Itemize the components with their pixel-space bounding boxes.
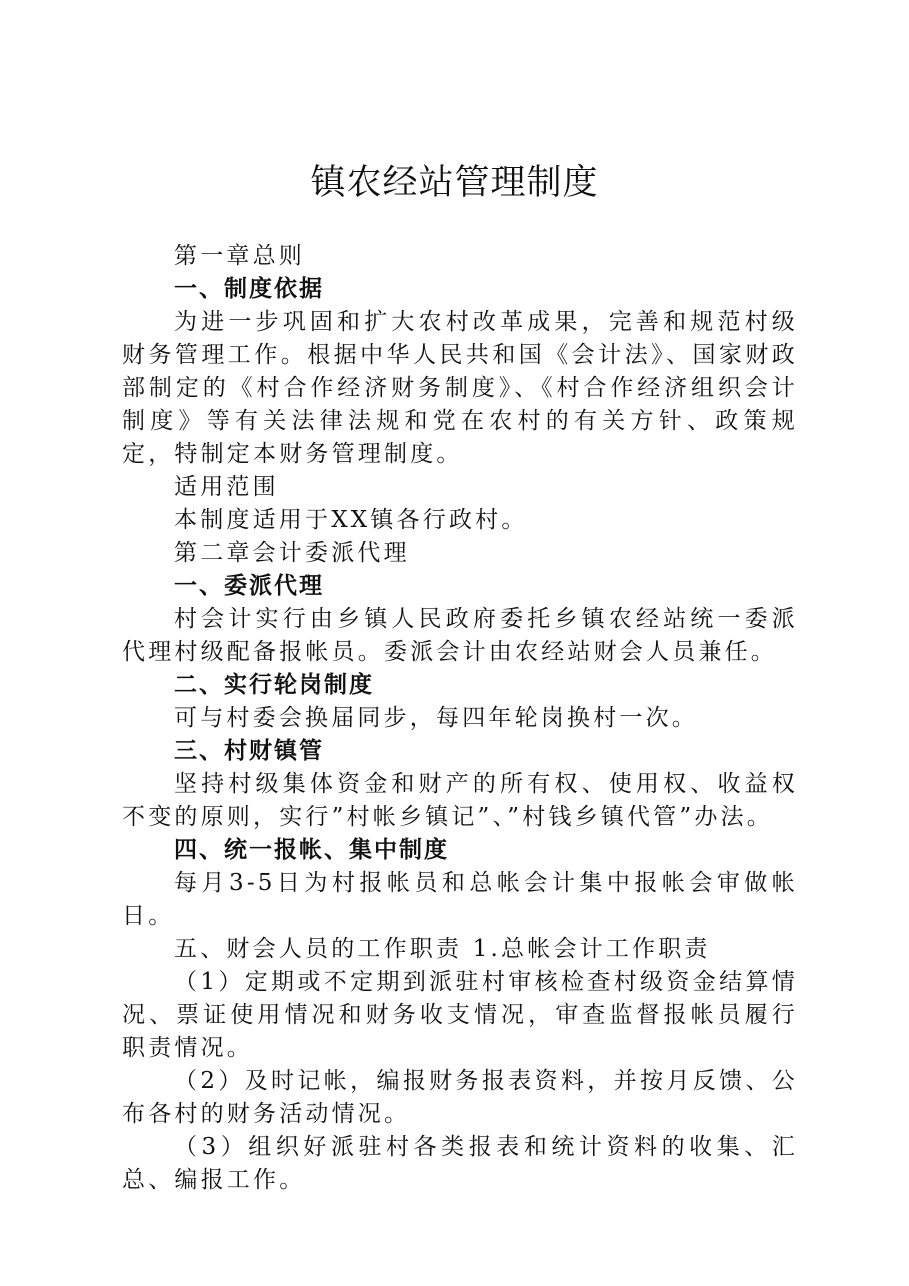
- section-heading: 一、制度依据: [174, 276, 324, 302]
- list-item: （2）及时记帐，编报财务报表资料，并按月反馈、公布各村的财务活动情况。: [122, 1068, 798, 1127]
- list-item: （3）组织好派驻村各类报表和统计资料的收集、汇总、编报工作。: [122, 1134, 798, 1193]
- body-paragraph: 每月3-5日为村报帐员和总帐会计集中报帐会审做帐日。: [122, 870, 798, 929]
- chapter-heading: 第二章会计委派代理: [174, 540, 410, 566]
- chapter-heading: 第一章总则: [174, 243, 305, 269]
- section-heading: 四、统一报帐、集中制度: [174, 837, 449, 863]
- body-paragraph: 可与村委会换届同步，每四年轮岗换村一次。: [174, 705, 698, 731]
- body-paragraph: 为进一步巩固和扩大农村改革成果，完善和规范村级财务管理工作。根据中华人民共和国《会计法》、国家财政部制定的《村合作经济财务制度》、《村合作经济组织会计制度》等有关法律法规和党在农村的有关方针、政策规定，特制定本财务管理制度。: [122, 309, 798, 467]
- list-item: （1）定期或不定期到派驻村审核检查村级资金结算情况、票证使用情况和财务收支情况，审查监督报帐员履行职责情况。: [122, 969, 798, 1061]
- body-paragraph: 村会计实行由乡镇人民政府委托乡镇农经站统一委派代理村级配备报帐员。委派会计由农经站财会人员兼任。: [122, 606, 798, 665]
- section-label: 适用范围: [174, 474, 279, 500]
- body-paragraph: 坚持村级集体资金和财产的所有权、使用权、收益权不变的原则，实行”村帐乡镇记”、”村钱乡镇代管”办法。: [122, 771, 798, 830]
- document-body: [122, 240, 798, 1197]
- section-heading: 一、委派代理: [174, 573, 324, 599]
- section-heading: 三、村财镇管: [174, 738, 324, 764]
- section-label: 五、财会人员的工作职责 1.总帐会计工作职责: [174, 936, 711, 962]
- body-paragraph: 本制度适用于XX镇各行政村。: [174, 507, 528, 533]
- section-heading: 二、实行轮岗制度: [174, 672, 374, 698]
- document-title: 镇农经站管理制度: [310, 163, 599, 203]
